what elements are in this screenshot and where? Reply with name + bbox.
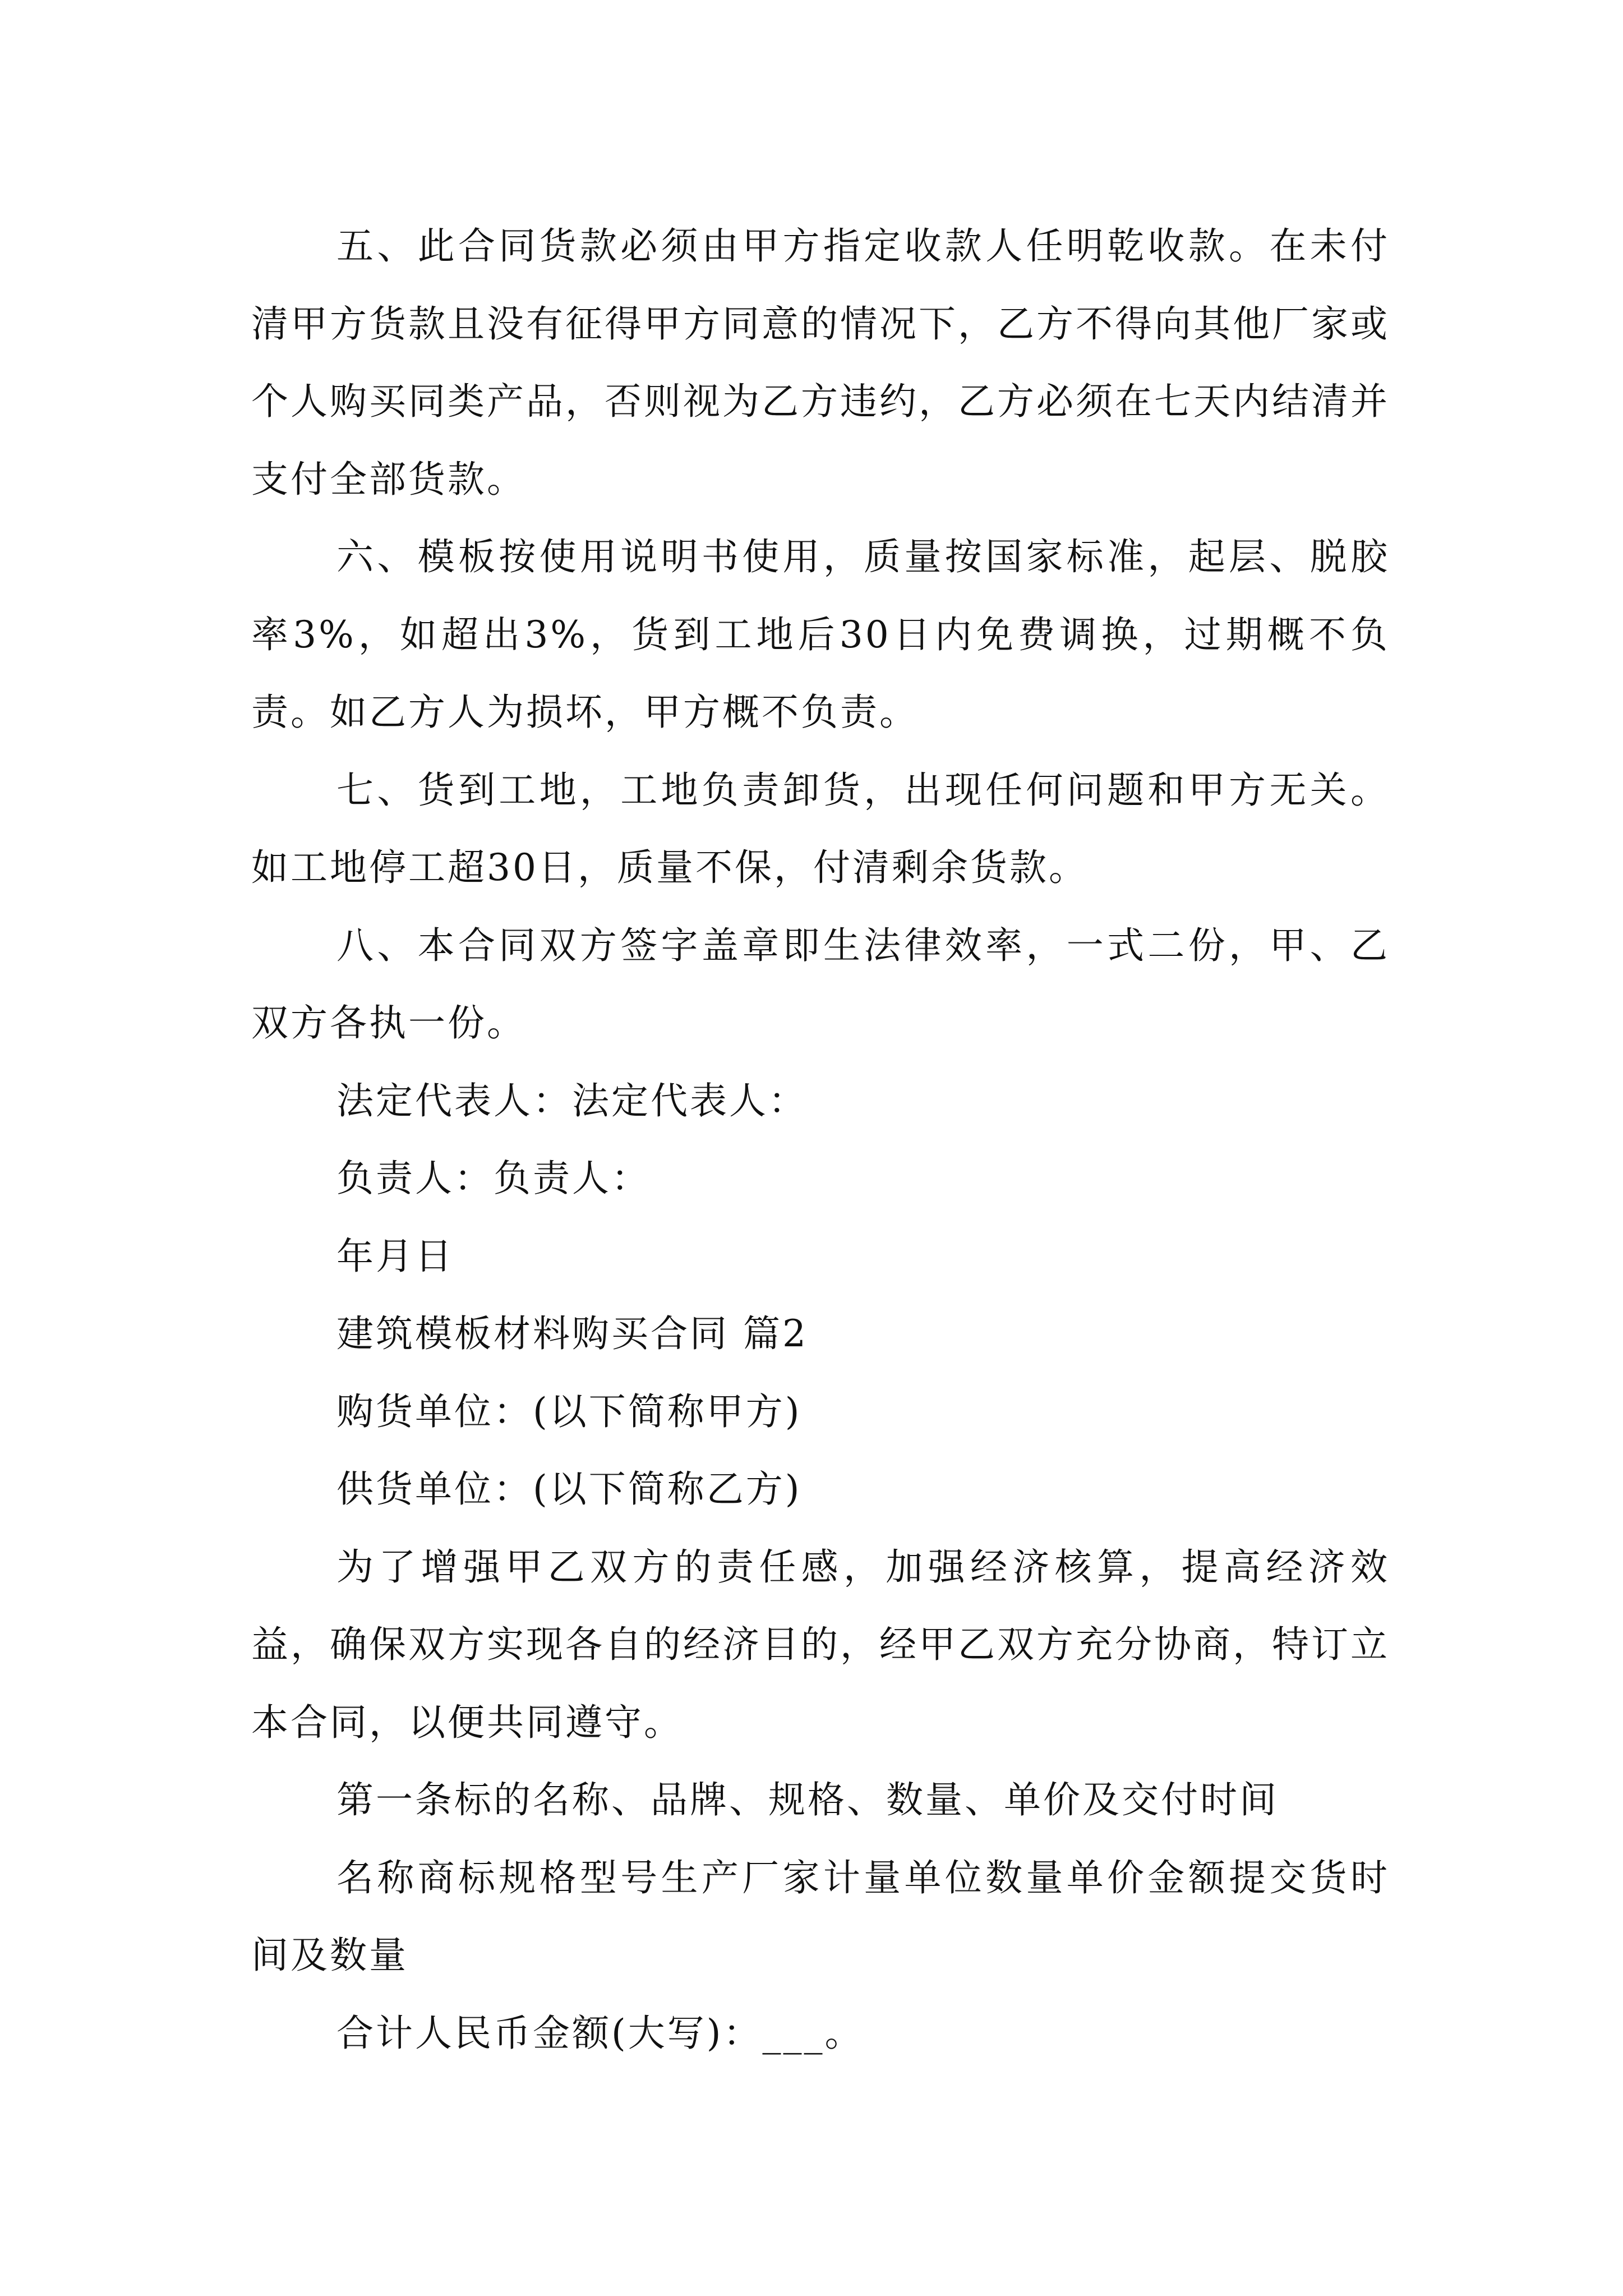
table-header-text: 名称商标规格型号生产厂家计量单位数量单价金额提交货时间及数量 bbox=[251, 1856, 1390, 1977]
date-line: 年月日 bbox=[336, 1234, 454, 1278]
contract-title-part2: 建筑模板材料购买合同 篇2 bbox=[336, 1312, 808, 1355]
paragraph-clause-6: 六、模板按使用说明书使用，质量按国家标准，起层、脱胶率3%，如超出3%，货到工地后30日内免费调换，过期概不负责。如乙方人为损坏，甲方概不负责。 bbox=[251, 535, 1390, 734]
paragraph-clause-5: 五、此合同货款必须由甲方指定收款人任明乾收款。在未付清甲方货款且没有征得甲方同意的情况下，乙方不得向其他厂家或个人购买同类产品，否则视为乙方违约，乙方必须在七天内结清并支付全部货款。 bbox=[251, 224, 1390, 501]
buyer-line: 购货单位：(以下简称甲方) bbox=[336, 1389, 802, 1433]
document-body bbox=[251, 208, 1390, 2072]
supplier-line: 供货单位：(以下简称乙方) bbox=[336, 1467, 802, 1511]
responsible-person-line: 负责人：负责人： bbox=[336, 1157, 651, 1200]
total-amount-line: 合计人民币金额(大写)：___。 bbox=[336, 2011, 864, 2055]
paragraph-clause-8: 八、本合同双方签字盖章即生法律效率，一式二份，甲、乙双方各执一份。 bbox=[251, 923, 1390, 1045]
paragraph-clause-7: 七、货到工地，工地负责卸货，出现任何问题和甲方无关。如工地停工超30日，质量不保，付清剩余货款。 bbox=[251, 768, 1390, 889]
preamble-paragraph: 为了增强甲乙双方的责任感，加强经济核算，提高经济效益，确保双方实现各自的经济目的，经甲乙双方充分协商，特订立本合同，以便共同遵守。 bbox=[251, 1545, 1390, 1744]
article-1-heading: 第一条标的名称、品牌、规格、数量、单价及交付时间 bbox=[336, 1778, 1279, 1821]
legal-representative-line: 法定代表人：法定代表人： bbox=[336, 1079, 808, 1122]
